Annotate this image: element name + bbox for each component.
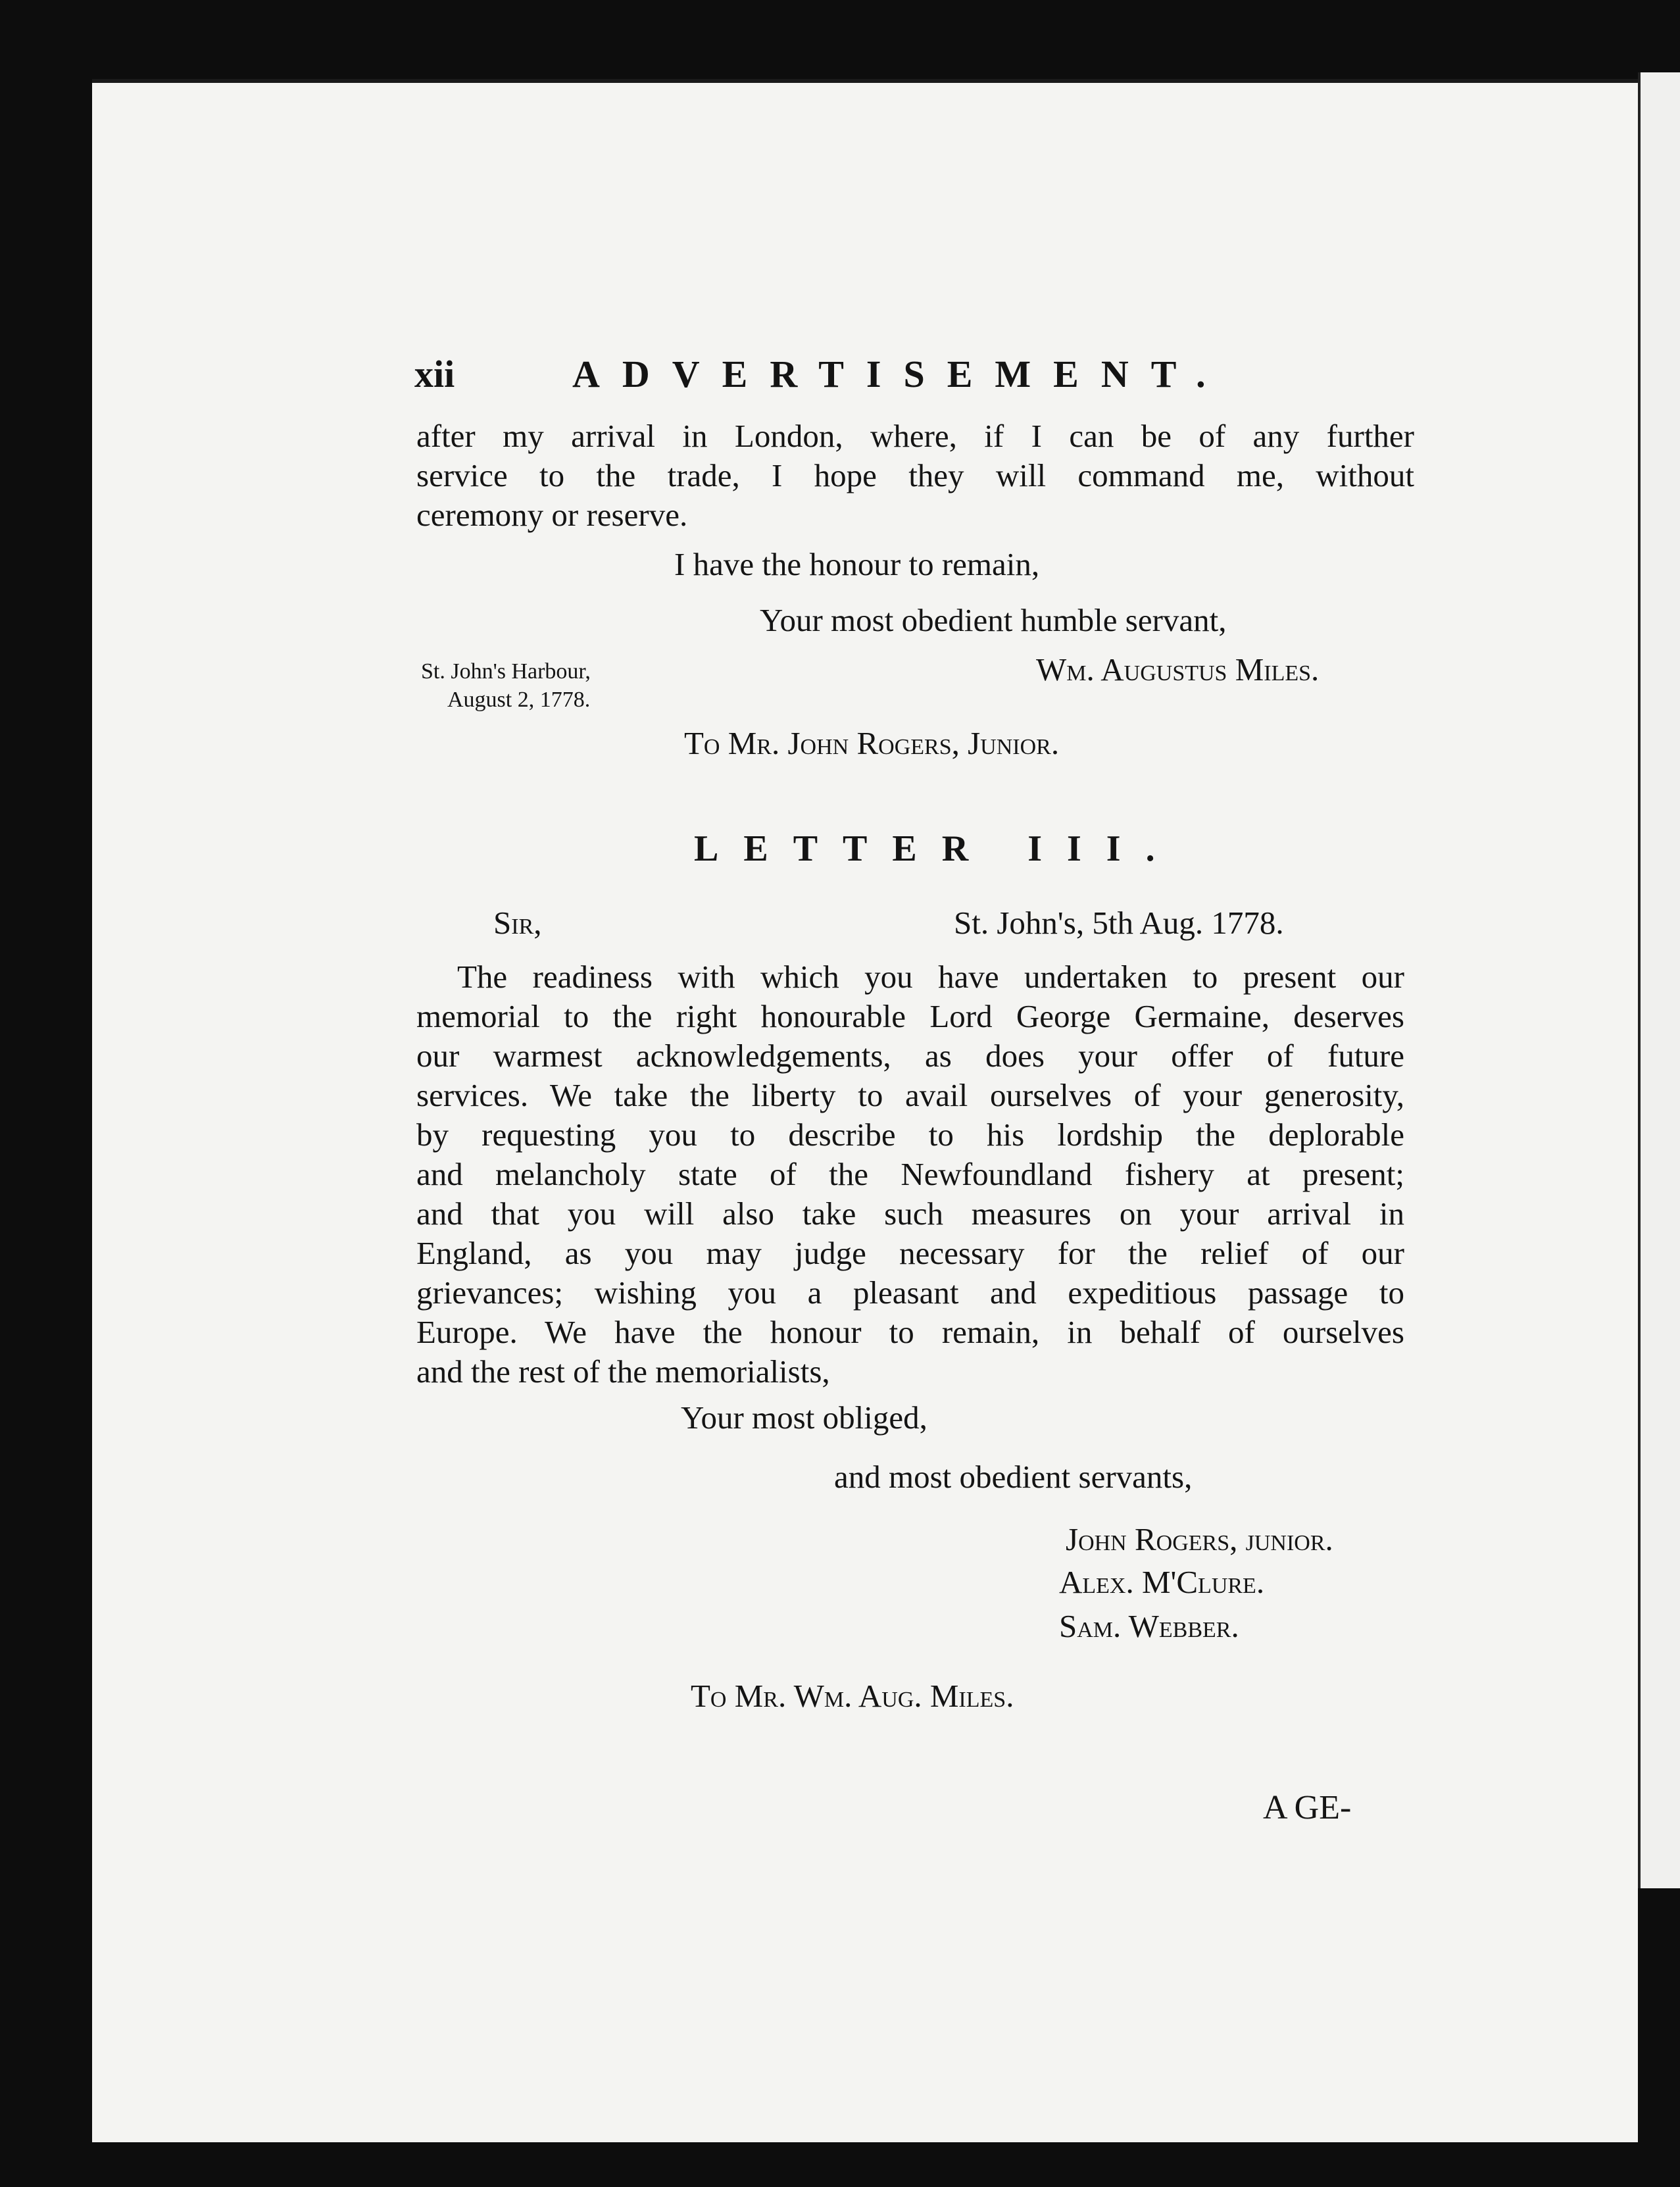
- facing-page-edge: [1638, 72, 1680, 1888]
- body-line: by requesting you to describe to his lordship the deplorable: [416, 1117, 1404, 1153]
- addressee-line: To Mr. Wm. Aug. Miles.: [691, 1678, 1014, 1714]
- addressee-line: To Mr. John Rogers, Junior.: [684, 725, 1060, 761]
- page-title: ADVERTISEMENT.: [572, 353, 1228, 395]
- body-line: memorial to the right honourable Lord George Germaine, deserves: [416, 998, 1404, 1034]
- body-line: and melancholy state of the Newfoundland fishery at present;: [416, 1156, 1404, 1192]
- place-line: St. John's Harbour,: [421, 659, 591, 684]
- dateline: St. John's, 5th Aug. 1778.: [954, 905, 1284, 941]
- body-line: and the rest of the memorialists,: [416, 1353, 830, 1390]
- signatory: Alex. M'Clure.: [1059, 1564, 1265, 1600]
- closing-line: Your most obedient humble servant,: [760, 602, 1227, 638]
- body-line: our warmest acknowledgements, as does your offer of future: [416, 1038, 1404, 1074]
- page-number: xii: [414, 353, 455, 395]
- body-line: Europe. We have the honour to remain, in behalf of ourselves: [416, 1314, 1404, 1350]
- closing-line: and most obedient servants,: [834, 1459, 1193, 1495]
- text-line: after my arrival in London, where, if I can be of any further: [416, 418, 1414, 454]
- body-line: and that you will also take such measures on your arrival in: [416, 1195, 1404, 1232]
- body-line: The readiness with which you have undertaken to present our: [457, 959, 1404, 995]
- signatory: John Rogers, junior.: [1066, 1521, 1333, 1557]
- signature: Wm. Augustus Miles.: [1036, 651, 1320, 688]
- signatory: Sam. Webber.: [1059, 1608, 1239, 1644]
- date-line: August 2, 1778.: [447, 688, 591, 712]
- closing-line: Your most obliged,: [681, 1399, 927, 1436]
- catchword: A GE-: [1263, 1789, 1352, 1826]
- text-line: ceremony or reserve.: [416, 497, 688, 533]
- text-line: service to the trade, I hope they will command me, without: [416, 457, 1414, 493]
- closing-line: I have the honour to remain,: [674, 546, 1040, 582]
- body-line: England, as you may judge necessary for the relief of our: [416, 1235, 1404, 1271]
- letter-heading: LETTER III.: [694, 828, 1180, 869]
- salutation: Sir,: [493, 905, 542, 941]
- body-line: services. We take the liberty to avail ourselves of your generosity,: [416, 1077, 1404, 1113]
- body-line: grievances; wishing you a pleasant and expeditious passage to: [416, 1274, 1404, 1311]
